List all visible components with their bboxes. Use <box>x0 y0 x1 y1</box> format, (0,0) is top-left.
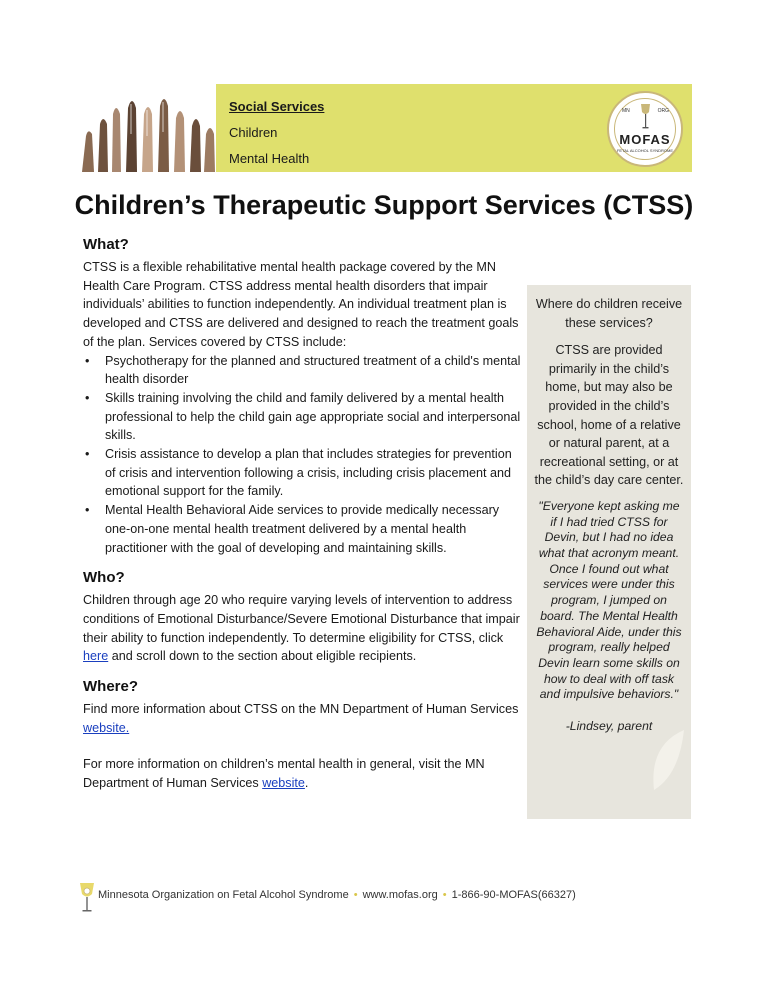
who-text-after: and scroll down to the section about eligible recipients. <box>108 649 417 664</box>
footer <box>78 883 678 913</box>
mofas-logo <box>607 91 683 167</box>
eligibility-link[interactable]: here <box>83 649 109 664</box>
hands-photo <box>78 84 216 172</box>
leaf-flourish-icon <box>639 725 689 795</box>
logo-mn-text: MN <box>622 108 630 114</box>
list-item: • Psychotherapy for the planned and structured treatment of a child's mental health disorder <box>83 352 523 389</box>
who-text: Children through age 20 who require varying levels of intervention to address conditions of Emotional Disturbance/Severe Emotional Disturbance that impair their ability to function independently. To determine eligibility for CTSS, click <box>83 593 520 645</box>
where-text-2-end: . <box>304 776 309 791</box>
section-who <box>83 569 523 666</box>
list-item: • Mental Health Behavioral Aide services to provide medically necessary one-on-one mental health treatment delivered by a mental health practitioner with the goal of developing and maintaining skills. <box>83 501 523 557</box>
nav-item-mental-health[interactable]: Mental Health <box>229 151 310 166</box>
logo-subtitle: FETAL ALCOHOL SYNDROME <box>616 148 674 153</box>
dhs-website-link-1[interactable]: website. <box>83 720 130 735</box>
footer-url[interactable]: www.mofas.org <box>362 889 438 901</box>
where-text-1: Find more information about CTSS on the MN Department of Human Services <box>83 702 519 717</box>
footer-separator: • <box>442 889 447 901</box>
sidebar-callout <box>527 285 691 819</box>
header-band <box>216 84 692 172</box>
footer-separator: • <box>353 889 358 901</box>
page-title: Children’s Therapeutic Support Services (CTSS) <box>74 190 694 220</box>
nav-item-children[interactable]: Children <box>229 125 278 140</box>
dhs-website-link-2[interactable]: website <box>262 776 305 791</box>
footer-phone: 1-866-90-MOFAS(66327) <box>451 889 576 901</box>
quote-attribution: -Lindsey, parent <box>565 719 653 734</box>
who-heading: Who? <box>83 569 125 587</box>
sidebar-question: Where do children receive these services? <box>535 297 683 330</box>
services-list <box>83 352 523 558</box>
list-item: • Crisis assistance to develop a plan that includes strategies for prevention of crisis and intervention following a crisis, including crisis placement and emotional support for the family. <box>83 445 523 501</box>
main-content <box>83 236 523 793</box>
wine-glass-icon <box>80 883 94 913</box>
logo-org-text: ORG <box>657 108 669 114</box>
sidebar-answer: CTSS are provided primarily in the child’s home, but may also be provided in the child’s school, home of a relative or natural parent, at a recreational setting, or at the child’s day care center. <box>534 343 684 488</box>
list-item: • Skills training involving the child and family delivered by a mental health professional to help the child gain age appropriate social and interpersonal skills. <box>83 389 523 445</box>
what-heading: What? <box>83 236 129 253</box>
where-paragraph-1 <box>83 700 523 737</box>
logo-name: MOFAS <box>619 132 671 147</box>
section-where <box>83 678 523 793</box>
footer-org: Minnesota Organization on Fetal Alcohol Syndrome <box>98 889 349 901</box>
section-what <box>83 236 523 557</box>
who-paragraph <box>83 591 523 666</box>
wine-glass-icon <box>641 104 650 130</box>
footer-text <box>98 889 576 901</box>
nav-item-social-services[interactable]: Social Services <box>229 99 325 114</box>
what-intro: CTSS is a flexible rehabilitative mental health package covered by the MN Health Care Program. CTSS address mental health disorders that impair individuals’ abilities to function independently. An individual treatment plan is developed and CTSS are delivered and designed to reach the treatment goals of the plan. Services covered by CTSS include: <box>83 260 519 349</box>
parent-quote: "Everyone kept asking me if I had tried CTSS for Devin, but I had no idea what that acronym meant. Once I found out what services were under this program, I jumped on board. The Mental Health Behavioral Aide, under this program, really helped Devin learn some skills on how to deal with off task and impulsive behaviors." <box>536 498 682 702</box>
where-paragraph-2 <box>83 755 523 792</box>
category-nav <box>229 94 324 172</box>
where-text-2: For more information on children’s mental health in general, visit the MN Department of Human Services <box>83 757 485 791</box>
where-heading: Where? <box>83 678 139 696</box>
